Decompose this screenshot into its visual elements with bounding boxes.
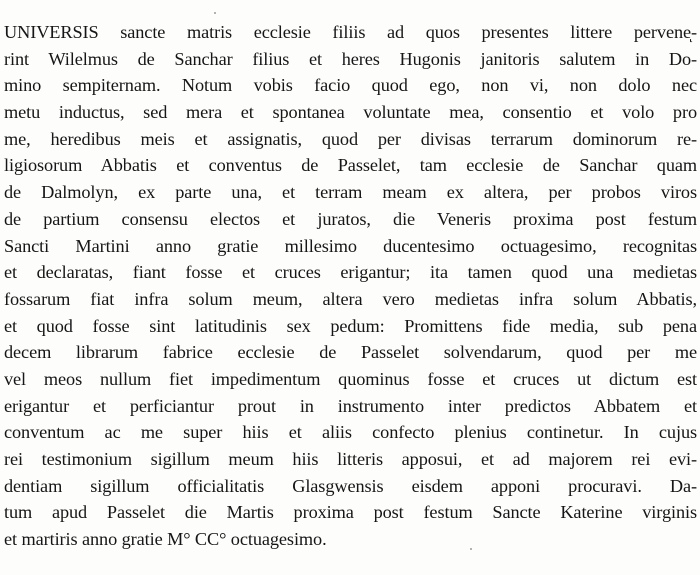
text-line: de partium consensu electos et juratos, die Veneris proxima post festum [4, 208, 697, 229]
text-line: et declaratas, fiant fosse et cruces erigantur; ita tamen quod una medietas [4, 262, 697, 283]
charter-text [4, 19, 697, 553]
text-line: ligiosorum Abbatis et conventus de Passelet, tam ecclesie de Sanchar quam [4, 155, 697, 176]
text-line: conventum ac me super hiis et aliis confecto plenius continetur. In cujus [4, 422, 697, 443]
text-line: metu inductus, sed mera et spontanea voluntate mea, consentio et volo pro [4, 102, 697, 123]
text-line: me, heredibus meis et assignatis, quod per divisas terrarum dominorum re- [4, 128, 697, 149]
text-line: UNIVERSIS sancte matris ecclesie filiis ad quos presentes littere perveneͅ- [4, 22, 697, 42]
text-line: et martiris anno gratie M° CC° octuagesimo. [4, 529, 327, 550]
text-line: dentiam sigillum officialitatis Glasgwensis eisdem apponi procuravi. Da- [4, 475, 697, 496]
text-line: Sancti Martini anno gratie millesimo ducentesimo octuagesimo, recognitas [4, 235, 697, 256]
text-line: decem librarum fabrice ecclesie de Passelet solvendarum, quod per me [4, 342, 697, 363]
text-line: fossarum fiat infra solum meum, altera vero medietas infra solum Abbatis, [4, 288, 697, 309]
text-line: rei testimonium sigillum meum hiis litteris apposui, et ad majorem rei evi- [4, 449, 697, 469]
text-line: de Dalmolyn, ex parte una, et terram meam ex altera, per probos viros [4, 182, 697, 203]
text-line: rint Wilelmus de Sanchar filius et heres Hugonis janitoris salutem in Do- [4, 48, 697, 69]
text-line: tum apud Passelet die Martis proxima post festum Sancte Katerine virginis [4, 502, 697, 523]
text-line: mino sempiternam. Notum vobis facio quod ego, non vi, non dolo nec [4, 75, 697, 96]
text-line: erigantur et perficiantur prout in instrumento inter predictos Abbatem et [4, 395, 697, 416]
text-line: vel meos nullum fiet impedimentum quominus fosse et cruces ut dictum est [4, 368, 697, 389]
scan-speck [214, 12, 216, 14]
scan-speck [470, 548, 472, 550]
text-line: et quod fosse sint latitudinis sex pedum: Promittens fide media, sub pena [4, 315, 697, 336]
